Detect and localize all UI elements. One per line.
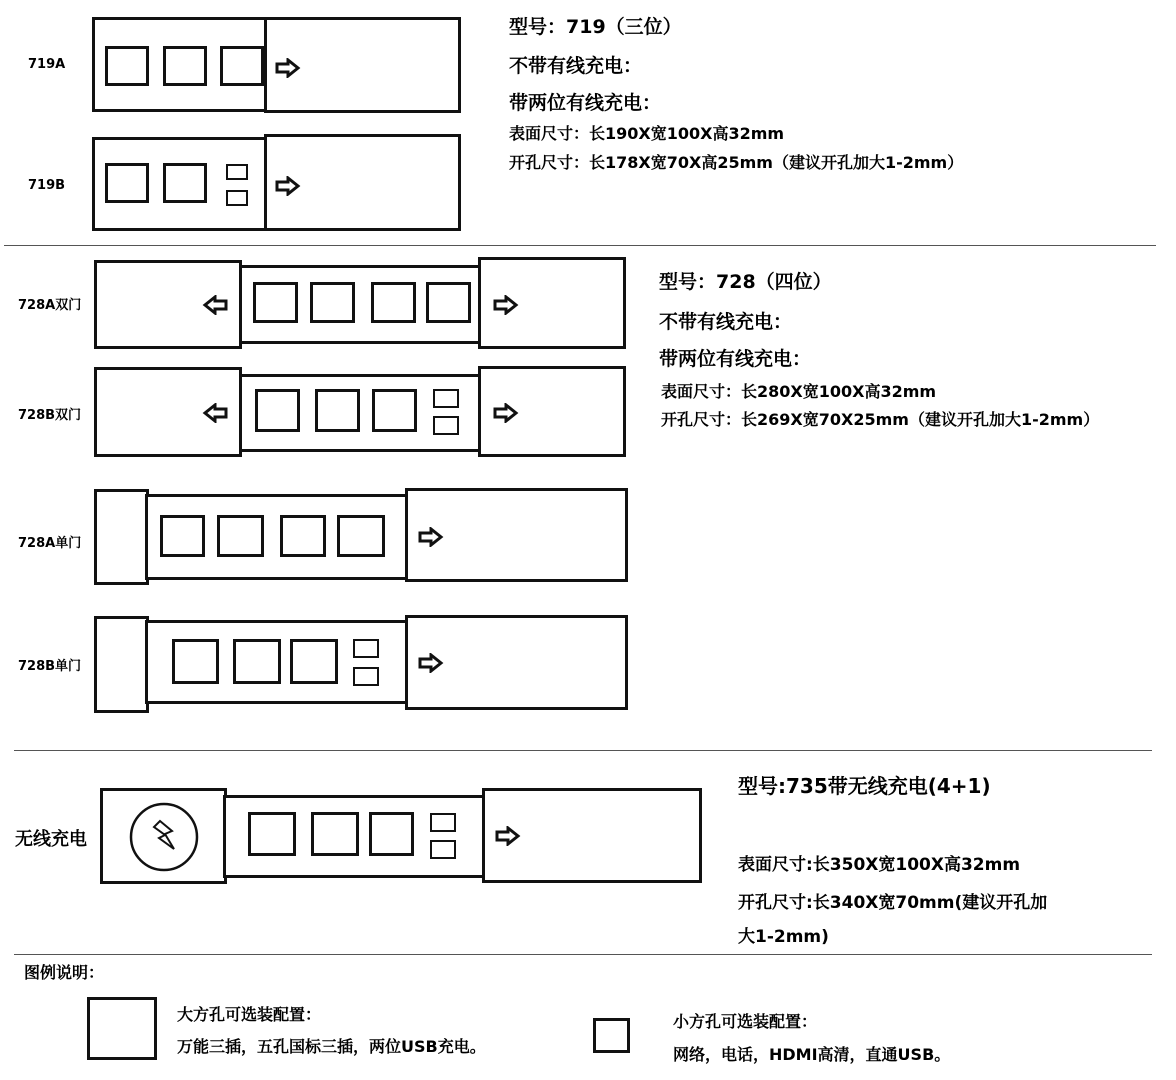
arrow-right-icon <box>493 295 519 315</box>
section-divider <box>14 954 1152 955</box>
small-socket <box>226 164 248 180</box>
label-719a: 719A <box>28 57 66 72</box>
large-socket <box>220 46 264 86</box>
large-socket <box>311 812 359 856</box>
wireless-charging-icon <box>128 801 200 873</box>
legend-large-socket-icon <box>87 997 157 1060</box>
large-socket <box>160 515 205 557</box>
label-728a-double: 728A双门 <box>18 298 82 313</box>
small-socket <box>226 190 248 206</box>
model-735-surface-size: 表面尺寸:长350X宽100X高32mm <box>738 855 1021 875</box>
large-socket <box>105 163 149 203</box>
large-socket <box>172 639 219 684</box>
large-socket <box>369 812 414 856</box>
legend-small-socket-icon <box>593 1018 630 1053</box>
small-socket <box>430 840 456 859</box>
small-socket <box>433 416 459 435</box>
small-socket <box>353 639 379 658</box>
model-728-cutout-size: 开孔尺寸：长269X宽70X25mm（建议开孔加大1-2mm） <box>661 410 1100 429</box>
model-728-no-charging: 不带有线充电： <box>659 311 793 333</box>
label-wireless: 无线充电 <box>15 829 87 850</box>
large-socket <box>163 163 207 203</box>
legend-small-desc: 网络，电话，HDMI高清，直通USB。 <box>673 1045 951 1064</box>
legend-title: 图例说明： <box>24 963 105 982</box>
large-socket <box>315 389 360 432</box>
section-divider <box>14 750 1152 751</box>
end-cap <box>94 616 149 713</box>
label-728b-double: 728B双门 <box>18 408 82 423</box>
arrow-right-icon <box>275 58 301 78</box>
label-728b-single: 728B单门 <box>18 659 82 674</box>
arrow-right-icon <box>495 826 521 846</box>
section-divider <box>4 245 1156 246</box>
arrow-right-icon <box>418 527 444 547</box>
small-socket <box>430 813 456 832</box>
legend-large-title: 大方孔可选装配置： <box>177 1005 322 1024</box>
small-socket <box>353 667 379 686</box>
model-719-cutout-size: 开孔尺寸：长178X宽70X高25mm（建议开孔加大1-2mm） <box>509 153 964 172</box>
arrow-right-icon <box>493 403 519 423</box>
model-728-title: 型号：728（四位） <box>659 271 832 293</box>
large-socket <box>426 282 471 323</box>
large-socket <box>253 282 298 323</box>
label-728a-single: 728A单门 <box>18 536 82 551</box>
end-cap <box>94 489 149 585</box>
label-719b: 719B <box>28 178 66 193</box>
legend-large-desc: 万能三插，五孔国标三插，两位USB充电。 <box>177 1037 486 1056</box>
large-socket <box>280 515 326 557</box>
model-735-cutout-size: 开孔尺寸:长340X宽70mm(建议开孔加 <box>738 893 1048 913</box>
small-socket <box>433 389 459 408</box>
model-719-title: 型号：719（三位） <box>509 16 682 38</box>
model-719-surface-size: 表面尺寸：长190X宽100X高32mm <box>509 124 785 143</box>
model-735-title: 型号:735带无线充电(4+1) <box>738 774 991 798</box>
large-socket <box>163 46 207 86</box>
large-socket <box>217 515 264 557</box>
model-719-with-charging: 带两位有线充电： <box>509 92 662 114</box>
large-socket <box>337 515 385 557</box>
arrow-right-icon <box>275 176 301 196</box>
model-719-no-charging: 不带有线充电： <box>509 55 643 77</box>
large-socket <box>248 812 296 856</box>
legend-small-title: 小方孔可选装配置： <box>673 1012 818 1031</box>
large-socket <box>372 389 417 432</box>
arrow-left-icon <box>202 403 228 423</box>
model-735-cutout-size-cont: 大1-2mm) <box>738 927 829 947</box>
large-socket <box>310 282 355 323</box>
arrow-right-icon <box>418 653 444 673</box>
model-728-surface-size: 表面尺寸：长280X宽100X高32mm <box>661 382 937 401</box>
large-socket <box>105 46 149 86</box>
model-728-with-charging: 带两位有线充电： <box>659 348 812 370</box>
arrow-left-icon <box>202 295 228 315</box>
large-socket <box>290 639 338 684</box>
large-socket <box>371 282 416 323</box>
large-socket <box>233 639 281 684</box>
large-socket <box>255 389 300 432</box>
